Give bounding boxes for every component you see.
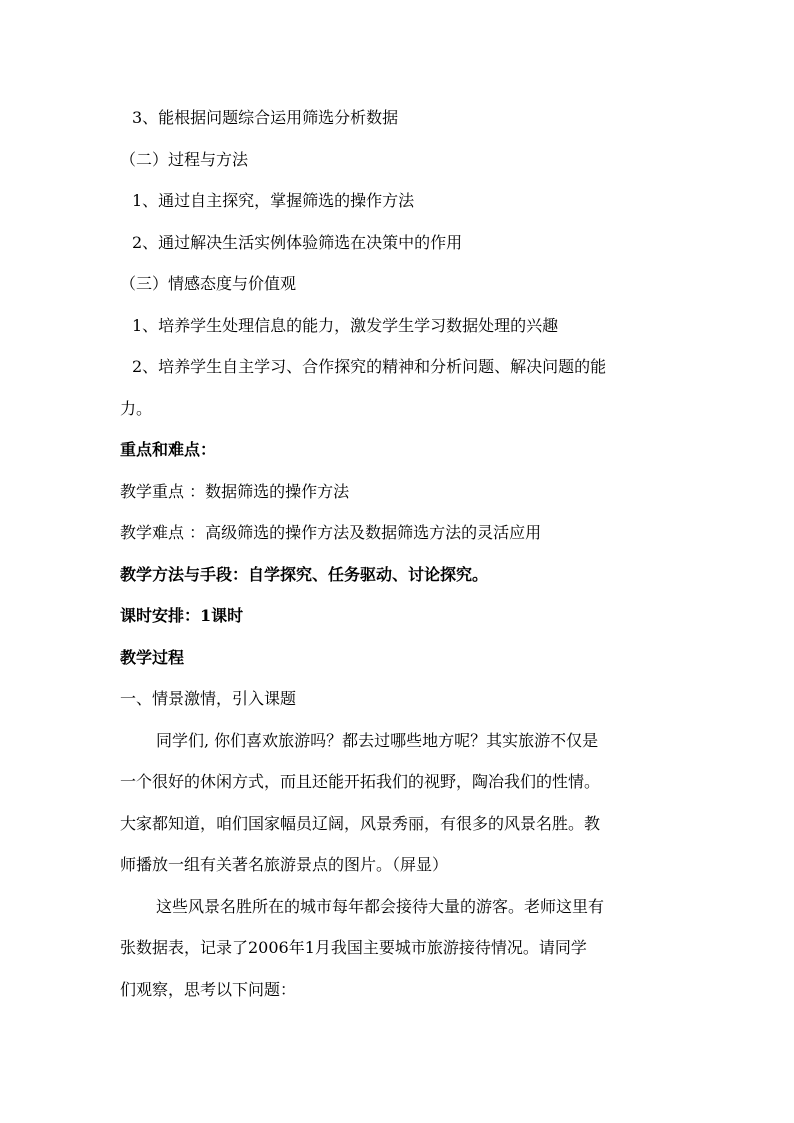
section-attitude-values-heading: （三）情感态度与价值观 — [120, 274, 297, 293]
objective-3-line: 3、能根据问题综合运用筛选分析数据 — [132, 108, 399, 127]
paragraph-1-line-4: 师播放一组有关著名旅游景点的图片。（屏显） — [120, 855, 449, 874]
paragraph-1-line-2: 一个很好的休闲方式，而且还能开拓我们的视野，陶冶我们的性情。 — [120, 772, 601, 791]
paragraph-1-line-3: 大家都知道，咱们国家幅员辽阔，风景秀丽，有很多的风景名胜。教 — [120, 814, 601, 833]
attitude-item-2-continuation: 力。 — [120, 399, 153, 418]
paragraph-2-line-3: 们观察，思考以下问题： — [120, 980, 297, 999]
section-process-method-heading: （二）过程与方法 — [120, 150, 249, 169]
teaching-key-point-line: 教学重点 ：数据筛选的操作方法 — [120, 482, 350, 501]
key-points-heading: 重点和难点： — [120, 440, 217, 459]
introduction-heading: 一、情景激情，引入课题 — [120, 689, 297, 708]
paragraph-1-line-1: 同学们, 你们喜欢旅游吗？都去过哪些地方呢？其实旅游不仅是 — [156, 731, 599, 750]
paragraph-2-line-2: 张数据表，记录了2006年1月我国主要城市旅游接待情况。请同学 — [120, 938, 587, 957]
attitude-item-2-line: 2、培养学生自主学习、合作探究的精神和分析问题、解决问题的能 — [132, 357, 607, 376]
process-item-1-line: 1、通过自主探究，掌握筛选的操作方法 — [132, 191, 415, 210]
paragraph-2-line-1: 这些风景名胜所在的城市每年都会接待大量的游客。老师这里有 — [156, 897, 605, 916]
class-schedule-line: 课时安排：1课时 — [120, 606, 244, 625]
process-item-2-line: 2、通过解决生活实例体验筛选在决策中的作用 — [132, 233, 463, 252]
teaching-methods-line: 教学方法与手段：自学探究、任务驱动、讨论探究。 — [120, 565, 489, 584]
teaching-process-heading: 教学过程 — [120, 648, 185, 667]
teaching-difficulty-line: 教学难点 ：高级筛选的操作方法及数据筛选方法的灵活应用 — [120, 523, 542, 542]
attitude-item-1-line: 1、培养学生处理信息的能力，激发学生学习数据处理的兴趣 — [132, 316, 559, 335]
